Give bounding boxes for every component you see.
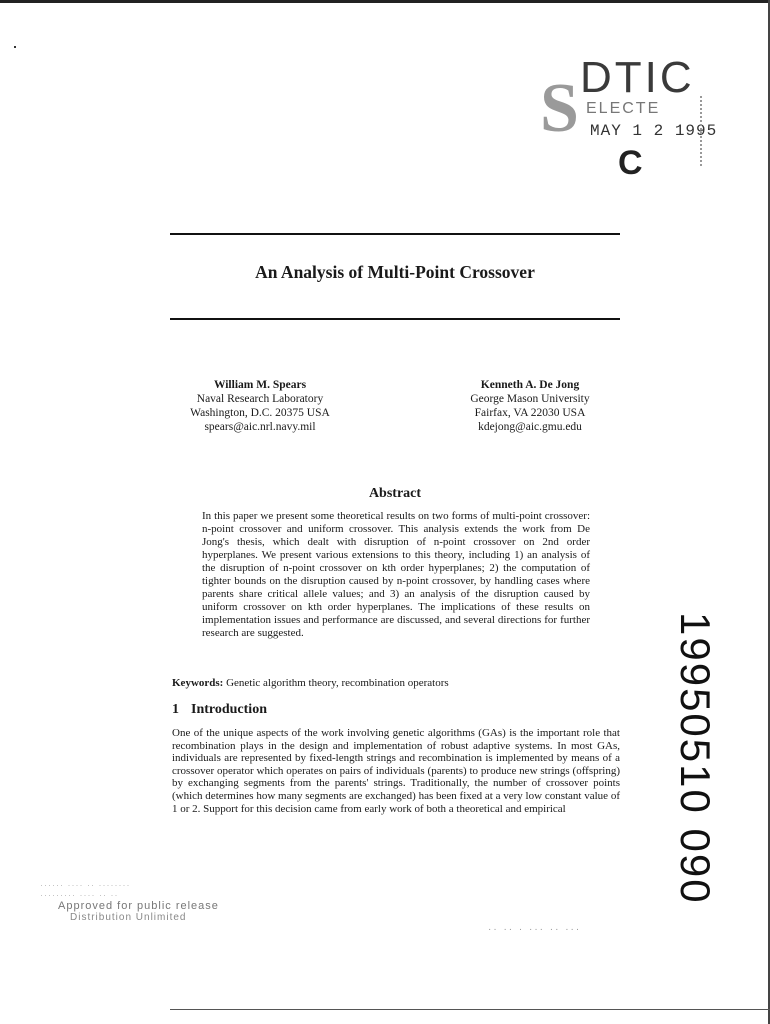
distribution-line-2: Distribution Unlimited xyxy=(70,912,187,923)
stamp-title: DTIC xyxy=(580,53,695,102)
stamp-border-mark xyxy=(700,96,718,166)
scan-speck xyxy=(14,46,16,48)
abstract-body: In this paper we present some theoretical results on two forms of multi-point crossover: n-point crossover and uniform crossover. This analysis extends the work from De Jong's thesis, which dealt with disruption of n-point crossover on 2nd order hyperplanes. We present various extensions to this theory, including 1) an analysis of the disruption of n-point crossover on kth order hyperplanes; 2) the computation of tighter bounds on the disruption caused by n-point crossover, by handling cases where parents share critical allele values; and 3) an analysis of the disruption caused by uniform crossover on kth order hyperplanes. The implications of these results on implementation issues and performance are discussed, and several directions for further research are suggested. xyxy=(202,510,590,639)
abstract-heading: Abstract xyxy=(368,486,422,501)
distribution-line-1: Approved for public release xyxy=(58,900,219,912)
keywords-line xyxy=(172,677,622,689)
title-rule-top xyxy=(170,233,620,235)
page-edge-bottom xyxy=(170,1009,770,1010)
distribution-scan-noise: ········· ···· ·· ·· xyxy=(40,890,119,900)
author-name: William M. Spears xyxy=(213,379,307,391)
author-email: kdejong@aic.gmu.edu xyxy=(478,421,582,433)
keywords-text: Genetic algorithm theory, recombination operators xyxy=(226,677,449,689)
author-block-2 xyxy=(430,378,630,434)
stamp-letter: C xyxy=(618,144,643,182)
author-email: spears@aic.nrl.navy.mil xyxy=(204,421,316,433)
section-title: Introduction xyxy=(191,702,267,717)
keywords-label: Keywords: xyxy=(172,677,224,689)
title-rule-bottom xyxy=(170,318,620,320)
distribution-statement xyxy=(40,880,240,923)
author-affiliation: Naval Research Laboratory xyxy=(196,393,324,405)
dtic-stamp xyxy=(540,53,720,186)
stamp-electe: ELECTE xyxy=(586,100,661,117)
accession-number: 19950510 090 xyxy=(672,612,719,905)
author-address: Washington, D.C. 20375 USA xyxy=(190,407,330,419)
stamp-logo-letter: S xyxy=(540,70,579,147)
author-name: Kenneth A. De Jong xyxy=(480,379,580,391)
author-affiliation: George Mason University xyxy=(470,393,590,405)
author-address: Fairfax, VA 22030 USA xyxy=(474,407,586,419)
author-block-1 xyxy=(160,378,360,434)
stamp-date: MAY 1 2 1995 xyxy=(590,122,718,140)
introduction-body: One of the unique aspects of the work involving genetic algorithms (GAs) is the important role that recombination plays in the design and implementation of robust adaptive systems. In most GAs, individuals are represented by fixed-length strings and recombination is implemented by means of a crossover operator which operates on pairs of individuals (parents) to produce new strings (offspring) by exchanging segments from the parents' strings. Traditionally, the number of crossover points (which determines how many segments are exchanged) has been fixed at a very low constant value of 1 or 2. Support for this decision came from early work of both a theoretical and empirical xyxy=(172,727,620,815)
section-number: 1 xyxy=(172,702,179,717)
section-heading xyxy=(172,702,267,718)
paper-title: An Analysis of Multi-Point Crossover xyxy=(255,262,535,282)
distribution-scan-noise: ······ ···· ·· ········ xyxy=(40,880,131,890)
page-edge-top xyxy=(0,0,770,3)
footer-scan-stamp: ·· ·· · ··· ·· ··· xyxy=(488,924,582,935)
